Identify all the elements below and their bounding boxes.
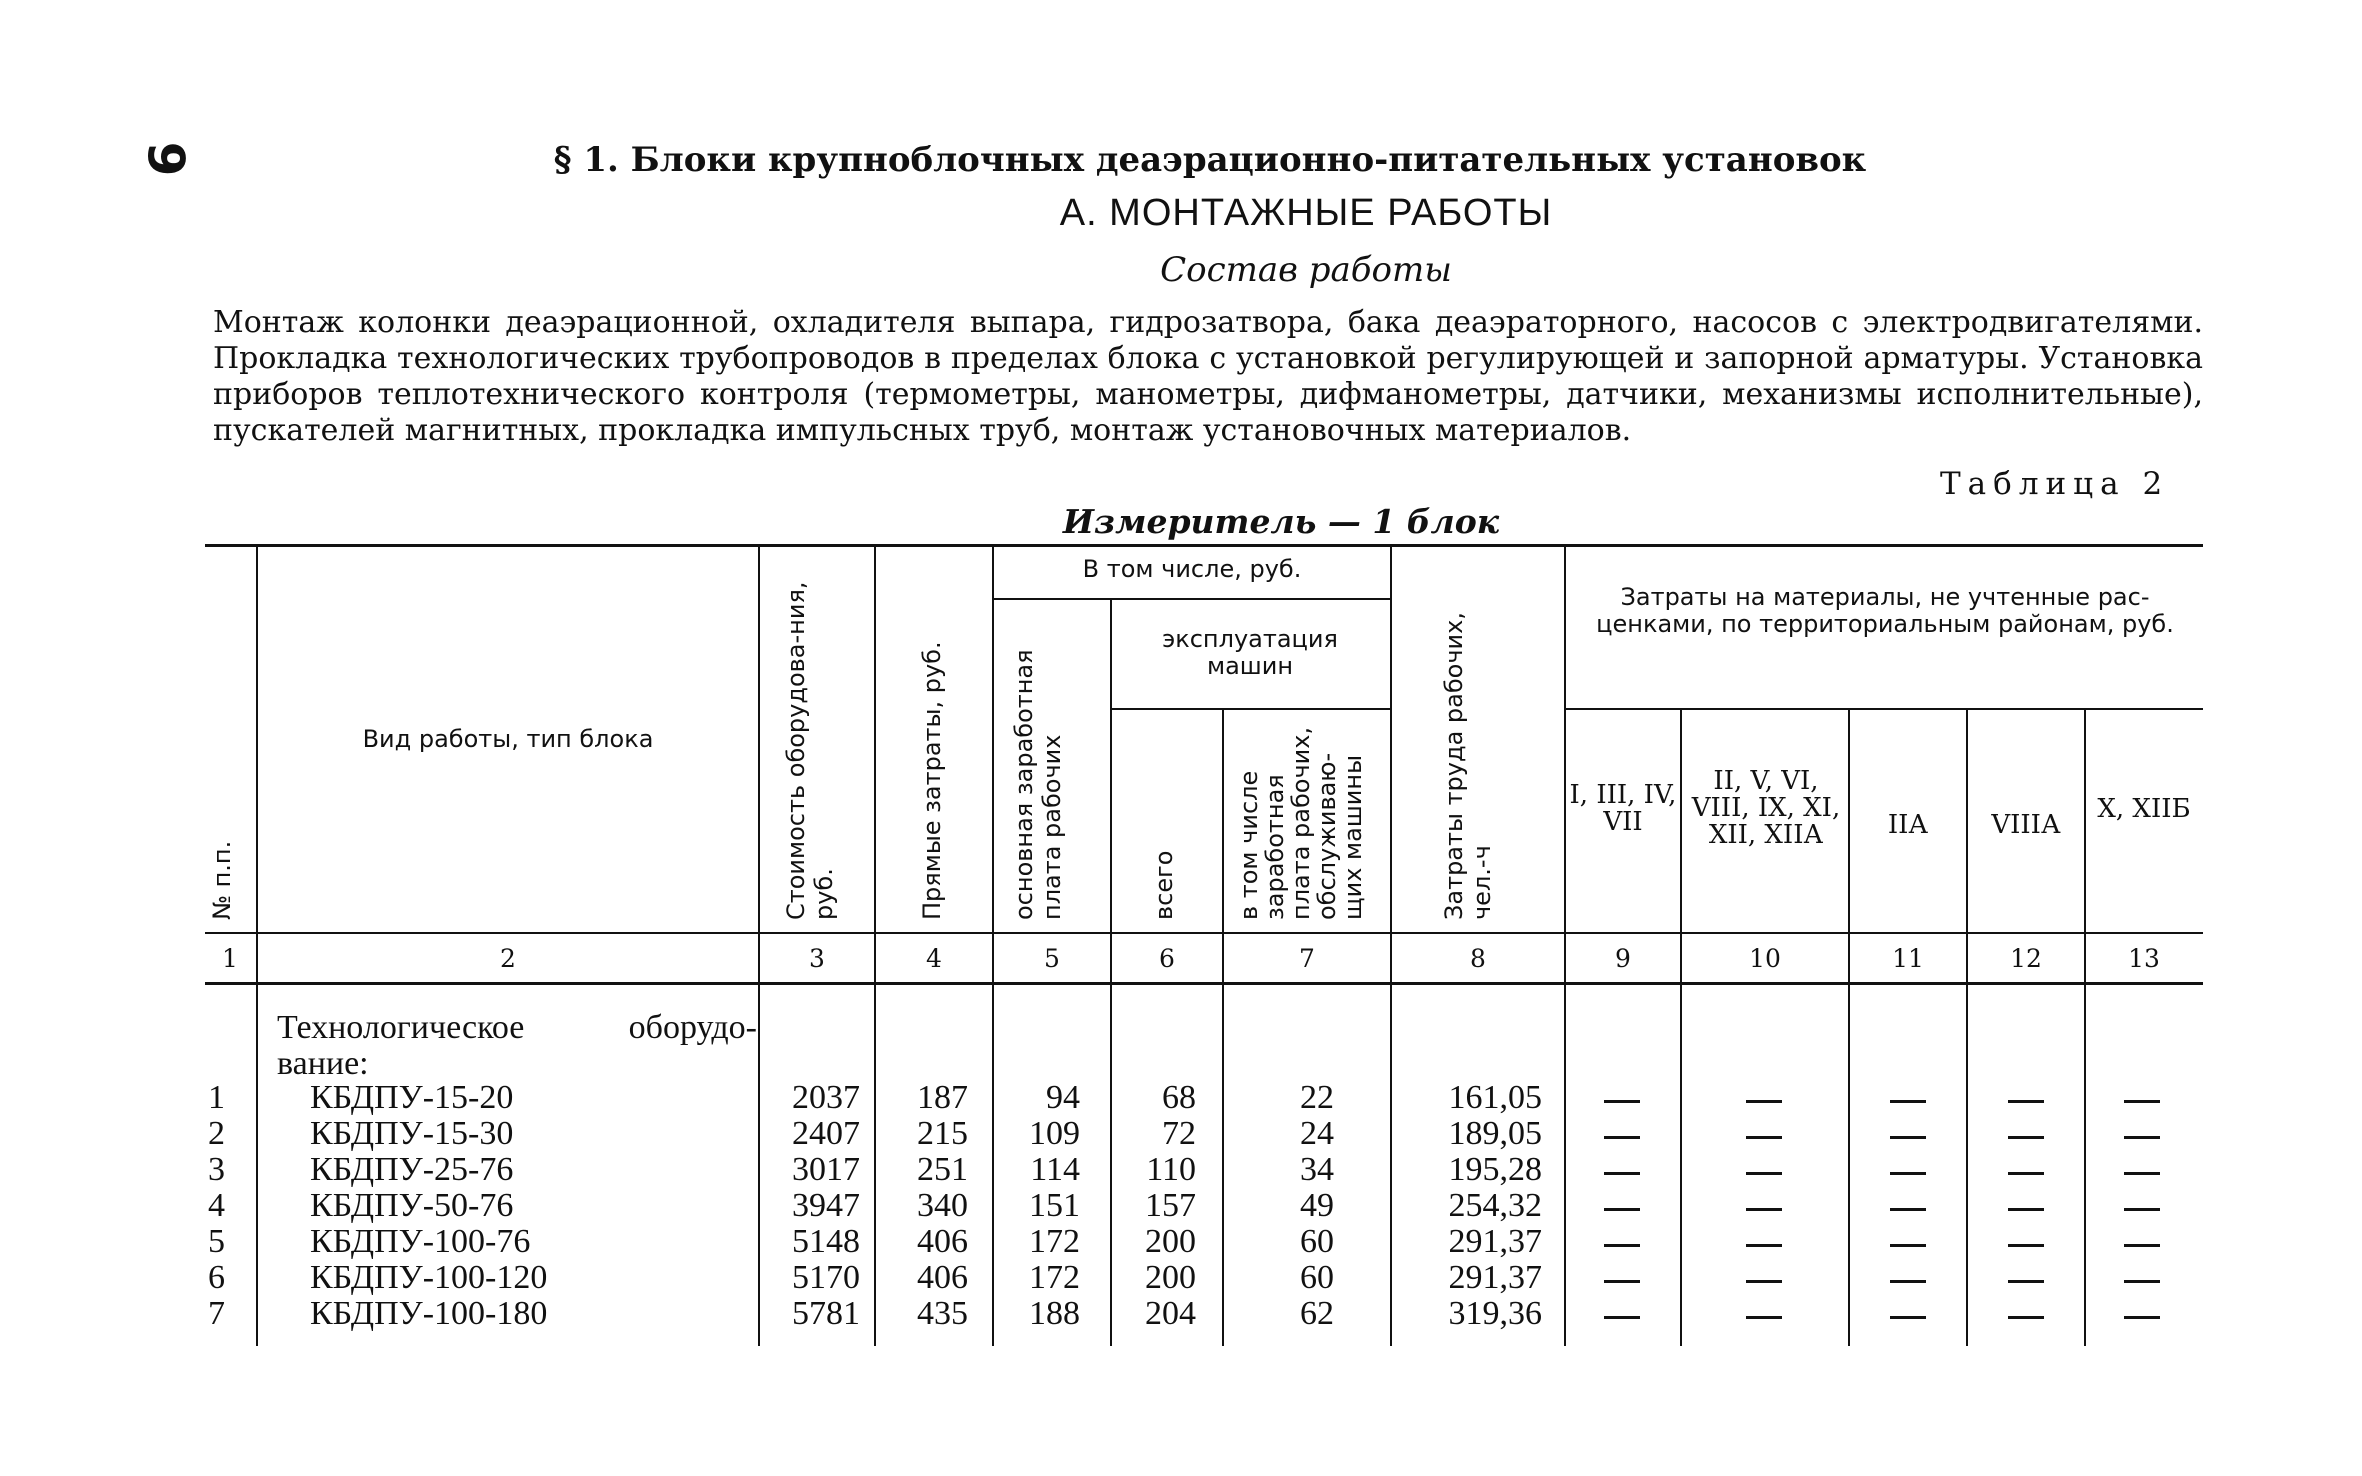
header-region-2: II, V, VI, VIII, IX, XI, XII, XIIА <box>1691 766 1841 850</box>
column-number: 7 <box>1299 944 1315 973</box>
material-dash <box>1890 1316 1926 1319</box>
value-cell: 5170 <box>792 1259 860 1296</box>
value-cell: 110 <box>1146 1151 1196 1188</box>
value-cell: 161,05 <box>1448 1079 1542 1116</box>
material-dash <box>2008 1208 2044 1211</box>
value-cell: 189,05 <box>1448 1115 1542 1152</box>
material-dash <box>1604 1316 1640 1319</box>
material-dash <box>1890 1100 1926 1103</box>
header-region-5: X, XIIБ <box>2097 794 2191 824</box>
value-cell: 204 <box>1145 1295 1196 1332</box>
work-description-paragraph: Монтаж колонки деаэрационной, охладителя выпара, гидрозатвора, бака деаэраторного, насосов с электродвигателями. Прокладка технологических трубопроводов в пределах блока с установкой регулирующей и запорной арматуры. Установка приборов теплотехнического контроля (термометры, манометры, дифманометры, датчики, механизмы исполнительные), пускателей магнитных, прокладка импульсных труб, монтаж установочных материалов. <box>213 305 2203 448</box>
value-cell: 5148 <box>792 1223 860 1260</box>
col-divider <box>1966 708 1968 1346</box>
row-number: 4 <box>208 1187 225 1224</box>
header-region-1: I, III, IV, VII <box>1569 780 1677 837</box>
material-dash <box>1604 1208 1640 1211</box>
header-including: В том числе, руб. <box>1082 555 1302 583</box>
column-number: 10 <box>1749 944 1781 973</box>
row-number: 7 <box>208 1295 225 1332</box>
column-number: 8 <box>1470 944 1486 973</box>
table-label: Таблица 2 <box>1940 466 2170 502</box>
material-dash <box>1604 1244 1640 1247</box>
value-cell: 406 <box>917 1259 968 1296</box>
including-rule <box>994 598 1390 600</box>
composition-heading: Состав работы <box>1160 250 1452 290</box>
material-dash <box>1746 1208 1782 1211</box>
value-cell: 172 <box>1029 1223 1080 1260</box>
header-machine-operation: эксплуатация машин <box>1162 625 1338 680</box>
value-cell: 2037 <box>792 1079 860 1116</box>
value-cell: 22 <box>1300 1079 1334 1116</box>
value-cell: 340 <box>917 1187 968 1224</box>
value-cell: 94 <box>1046 1079 1080 1116</box>
material-dash <box>2008 1244 2044 1247</box>
value-cell: 151 <box>1029 1187 1080 1224</box>
value-cell: 3947 <box>792 1187 860 1224</box>
value-cell: 60 <box>1300 1259 1334 1296</box>
colnum-bottom-rule <box>205 982 2203 985</box>
header-num: № п.п. <box>208 840 236 920</box>
row-number: 1 <box>208 1079 225 1116</box>
value-cell: 195,28 <box>1448 1151 1542 1188</box>
col-divider <box>1848 708 1850 1346</box>
row-number: 5 <box>208 1223 225 1260</box>
value-cell: 291,37 <box>1448 1259 1542 1296</box>
header-labor-costs: Затраты труда рабочих, чел.-ч <box>1440 612 1496 920</box>
value-cell: 172 <box>1029 1259 1080 1296</box>
value-cell: 406 <box>917 1223 968 1260</box>
row-number: 2 <box>208 1115 225 1152</box>
material-dash <box>1604 1136 1640 1139</box>
material-dash <box>1890 1280 1926 1283</box>
header-region-4: VIIIА <box>1991 810 2061 840</box>
block-type: КБДПУ-100-120 <box>310 1259 548 1296</box>
material-dash <box>1890 1208 1926 1211</box>
table-meter: Измеритель — 1 блок <box>1062 502 1500 541</box>
material-dash <box>2124 1172 2160 1175</box>
material-dash <box>1604 1172 1640 1175</box>
material-dash <box>1746 1100 1782 1103</box>
material-dash <box>2124 1208 2160 1211</box>
header-equipment-cost: Стоимость оборудова-ния, руб. <box>782 581 838 920</box>
value-cell: 251 <box>917 1151 968 1188</box>
material-dash <box>1746 1280 1782 1283</box>
column-number: 9 <box>1615 944 1631 973</box>
material-dash <box>2124 1316 2160 1319</box>
value-cell: 5781 <box>792 1295 860 1332</box>
value-cell: 3017 <box>792 1151 860 1188</box>
materials-rule <box>1566 708 2203 710</box>
value-cell: 2407 <box>792 1115 860 1152</box>
header-direct-costs: Прямые затраты, руб. <box>918 641 946 920</box>
table-top-rule <box>205 544 2203 547</box>
value-cell: 34 <box>1300 1151 1334 1188</box>
material-dash <box>1746 1316 1782 1319</box>
header-materials: Затраты на материалы, не учтенные рас-ценками, по территориальным районам, руб. <box>1596 583 2174 638</box>
row-number: 3 <box>208 1151 225 1188</box>
column-number: 3 <box>809 944 825 973</box>
material-dash <box>1746 1172 1782 1175</box>
group-title: Технологическое оборудо- <box>277 1009 757 1046</box>
material-dash <box>2124 1100 2160 1103</box>
value-cell: 24 <box>1300 1115 1334 1152</box>
material-dash <box>1604 1280 1640 1283</box>
value-cell: 435 <box>917 1295 968 1332</box>
column-number: 1 <box>222 944 238 973</box>
material-dash <box>1746 1244 1782 1247</box>
group-title-cont: вание: <box>277 1045 369 1082</box>
block-type: КБДПУ-15-20 <box>310 1079 514 1116</box>
value-cell: 68 <box>1162 1079 1196 1116</box>
header-machine-wages: в том числе заработная плата рабочих, обслуживаю-щих машины <box>1235 726 1367 920</box>
material-dash <box>1890 1136 1926 1139</box>
row-number: 6 <box>208 1259 225 1296</box>
value-cell: 62 <box>1300 1295 1334 1332</box>
column-number: 4 <box>926 944 942 973</box>
section-subtitle: А. МОНТАЖНЫЕ РАБОТЫ <box>1059 192 1553 234</box>
material-dash <box>2124 1244 2160 1247</box>
material-dash <box>2124 1136 2160 1139</box>
value-cell: 319,36 <box>1448 1295 1542 1332</box>
material-dash <box>2008 1172 2044 1175</box>
column-number: 6 <box>1159 944 1175 973</box>
material-dash <box>2124 1280 2160 1283</box>
material-dash <box>2008 1100 2044 1103</box>
column-number: 12 <box>2010 944 2042 973</box>
value-cell: 215 <box>917 1115 968 1152</box>
value-cell: 254,32 <box>1448 1187 1542 1224</box>
block-type: КБДПУ-15-30 <box>310 1115 514 1152</box>
value-cell: 60 <box>1300 1223 1334 1260</box>
value-cell: 114 <box>1030 1151 1080 1188</box>
value-cell: 188 <box>1029 1295 1080 1332</box>
value-cell: 49 <box>1300 1187 1334 1224</box>
column-number: 13 <box>2128 944 2160 973</box>
page-number: 9 <box>136 141 195 177</box>
column-number: 5 <box>1044 944 1060 973</box>
section-title: § 1. Блоки крупноблочных деаэрационно-питательных установок <box>553 140 1867 180</box>
header-bottom-rule <box>205 932 2203 934</box>
block-type: КБДПУ-50-76 <box>310 1187 514 1224</box>
value-cell: 200 <box>1145 1259 1196 1296</box>
value-cell: 200 <box>1145 1223 1196 1260</box>
col-divider <box>1680 708 1682 1346</box>
block-type: КБДПУ-100-76 <box>310 1223 531 1260</box>
material-dash <box>2008 1316 2044 1319</box>
header-base-wages: основная заработная плата рабочих <box>1010 649 1066 920</box>
block-type: КБДПУ-100-180 <box>310 1295 548 1332</box>
header-region-3: IIА <box>1887 810 1929 840</box>
material-dash <box>1890 1172 1926 1175</box>
value-cell: 157 <box>1145 1187 1196 1224</box>
value-cell: 109 <box>1029 1115 1080 1152</box>
material-dash <box>1890 1244 1926 1247</box>
header-work-type: Вид работы, тип блока <box>362 725 654 753</box>
material-dash <box>1604 1100 1640 1103</box>
header-total: всего <box>1150 850 1178 920</box>
material-dash <box>2008 1280 2044 1283</box>
value-cell: 72 <box>1162 1115 1196 1152</box>
block-type: КБДПУ-25-76 <box>310 1151 514 1188</box>
column-number: 2 <box>500 944 516 973</box>
value-cell: 291,37 <box>1448 1223 1542 1260</box>
material-dash <box>2008 1136 2044 1139</box>
value-cell: 187 <box>917 1079 968 1116</box>
material-dash <box>1746 1136 1782 1139</box>
column-number: 11 <box>1892 944 1924 973</box>
